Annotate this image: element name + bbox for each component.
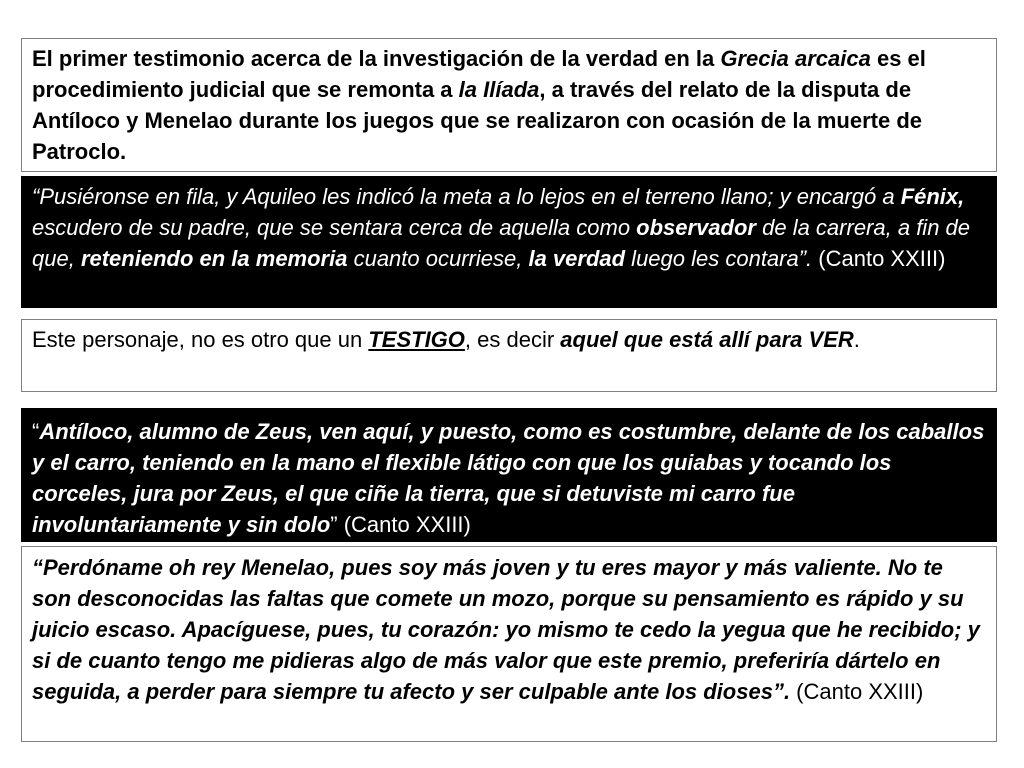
quote-observador: observador [636, 215, 756, 240]
quote-text: “Pusiéronse en fila, y Aquileo les indicó la meta a lo lejos en el terreno llano; y encargó a [32, 184, 901, 209]
testigo-text: Este personaje, no es otro que un [32, 327, 369, 352]
intro-grecia-arcaica: Grecia arcaica [720, 46, 871, 71]
quote-fenix: Fénix, [900, 184, 965, 209]
intro-iliada: la Ilíada [458, 77, 540, 102]
canto-reference: (Canto XXIII) [790, 679, 924, 704]
testigo-word: TESTIGO [368, 327, 465, 352]
canto-reference: ” (Canto XXIII) [330, 512, 471, 537]
quote-perdoname: “Perdóname oh rey Menelao, pues soy más joven y tu eres mayor y más valiente. No te son desconocidas las faltas que comete un mozo, porque su pensamiento es rápido y su juicio escaso. Apacíguese, pues, tu corazón: yo mismo te cedo la yegua que he recibido; y si de cuanto tengo me pidieras algo de más valor que este premio, preferiría dártelo en seguida, a perder para siempre tu afecto y ser culpable ante los dioses”. [32, 555, 980, 704]
intro-text: , a través del relato de la disputa de Antíloco y Menelao durante los juegos que se realizaron con ocasión de la muerte de Patroclo. [32, 77, 922, 164]
testigo-definition: aquel que está allí para [560, 327, 803, 352]
quote-text: luego les contara”. [625, 246, 813, 271]
quote-text: escudero de su padre, que se sentara cerca de aquella como [32, 215, 637, 240]
quote-memoria: reteniendo en la memoria [80, 246, 348, 271]
quote-verdad: la verdad [528, 246, 626, 271]
canto-reference: (Canto XXIII) [812, 246, 946, 271]
quote-text: de la carrera, a fin de que, [32, 215, 971, 271]
testigo-text: , es decir [464, 327, 561, 352]
intro-text: es el procedimiento judicial que se remonta a [32, 46, 926, 102]
intro-text-box [21, 38, 997, 172]
quote-antiloco-box [21, 408, 997, 542]
testigo-ver: VER [808, 327, 854, 352]
quote-perdoname-box [21, 546, 997, 742]
intro-text: El primer testimonio acerca de la investigación de la verdad en la [32, 46, 721, 71]
quote-antiloco: Antíloco, alumno de Zeus, ven aquí, y puesto, como es costumbre, delante de los caballos y el carro, teniendo en la mano el flexible látigo con que los guiabas y tocando los corceles, jura por Zeus, el que ciñe la tierra, que si detuviste mi carro fue involuntariamente y sin dolo [32, 419, 985, 537]
testigo-box [21, 319, 997, 392]
quote-text: cuanto ocurriese, [347, 246, 529, 271]
testigo-period: . [853, 327, 860, 352]
quote-fenix-box [21, 176, 997, 308]
quote-open-mark: “ [32, 419, 40, 444]
